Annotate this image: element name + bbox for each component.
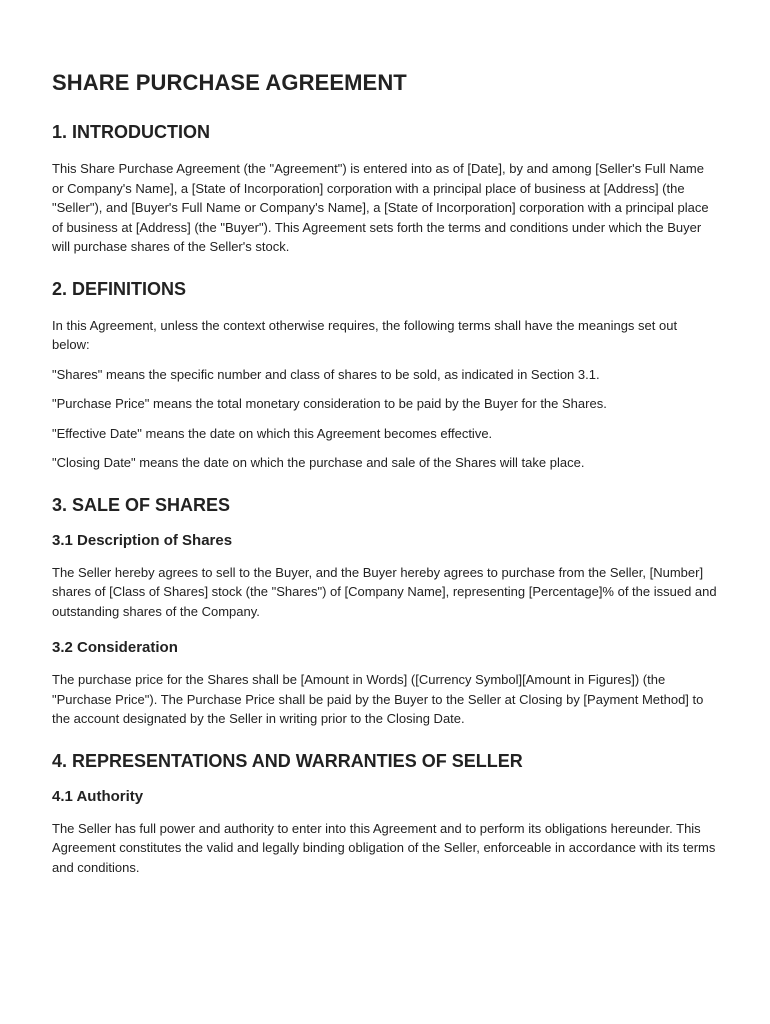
section-definitions — [52, 279, 718, 473]
subsection-consideration — [52, 639, 718, 729]
authority-paragraph: The Seller has full power and authority to enter into this Agreement and to perform its obligations hereunder. This Agreement constitutes the valid and legally binding obligation of the Seller, enforceable in accordance with its terms and conditions. — [52, 820, 716, 875]
subsection-heading-consideration: 3.2 Consideration — [52, 639, 178, 656]
definitions-intro: In this Agreement, unless the context otherwise requires, the following terms shall have the meanings set out below: — [52, 317, 678, 352]
consideration-paragraph: The purchase price for the Shares shall be [Amount in Words] ([Currency Symbol][Amount in Figures]) (the "Purchase Price"). The Purchase Price shall be paid by the Buyer to the Seller at Closing by [Payment Method] to the account designated by the Seller in writing prior to the Closing Date. — [52, 672, 704, 726]
definition-purchase-price: "Purchase Price" means the total monetary consideration to be paid by the Buyer for the Shares. — [52, 396, 607, 411]
section-heading-definitions: 2. DEFINITIONS — [52, 278, 187, 299]
introduction-paragraph: This Share Purchase Agreement (the "Agreement") is entered into as of [Date], by and among [Seller's Full Name or Company's Name], a [State of Incorporation] corporation with a principal place of business at [Address] (the "Seller"), and [Buyer's Full Name or Company's Name], a [State of Incorporation] corporation with a principal place of business at [Address] (the "Buyer"). This Agreement sets forth the terms and conditions under which the Buyer will purchase shares of the Seller's stock. — [52, 161, 709, 254]
description-of-shares-paragraph: The Seller hereby agrees to sell to the Buyer, and the Buyer hereby agrees to purchase from the Seller, [Number] shares of [Class of Shares] stock (the "Shares") of [Company Name], representing [Percentage]% of the issued and outstanding shares of the Company. — [52, 564, 717, 619]
document-title: SHARE PURCHASE AGREEMENT — [52, 70, 407, 95]
section-heading-representations-warranties: 4. REPRESENTATIONS AND WARRANTIES OF SELLER — [52, 750, 523, 771]
definition-closing-date: "Closing Date" means the date on which the purchase and sale of the Shares will take place. — [52, 455, 585, 470]
subsection-heading-authority: 4.1 Authority — [52, 787, 144, 805]
section-heading-sale-of-shares: 3. SALE OF SHARES — [52, 494, 231, 515]
section-introduction — [52, 122, 718, 257]
section-representations-warranties — [52, 751, 718, 878]
definition-effective-date: "Effective Date" means the date on which this Agreement becomes effective. — [52, 425, 493, 441]
subsection-description-of-shares — [52, 532, 718, 622]
subsection-authority — [52, 788, 718, 878]
definition-shares: "Shares" means the specific number and class of shares to be sold, as indicated in Section 3.1. — [52, 366, 600, 382]
section-heading-introduction: 1. INTRODUCTION — [52, 122, 211, 142]
section-sale-of-shares — [52, 495, 718, 729]
subsection-heading-description-of-shares: 3.1 Description of Shares — [52, 531, 233, 549]
